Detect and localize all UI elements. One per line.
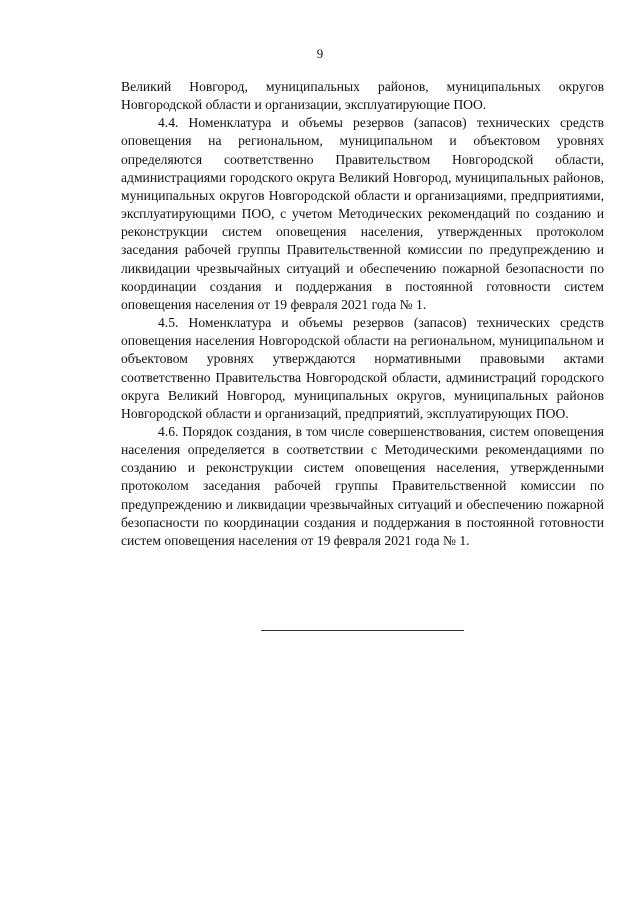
paragraph-4-5: 4.5. Номенклатура и объемы резервов (запасов) технических средств оповещения населения Новгородской области на региональном, муниципальном и объектовом уровнях утверждаются нормативными правовыми актами соответственно Правительства Новгородской области, администраций городского округа Великий Новгород, муниципальных округов, муниципальных районов Новгородской области и организаций, предприятий, эксплуатирующих ПОО. bbox=[121, 315, 604, 421]
document-body bbox=[121, 78, 604, 550]
paragraph-continuation: Великий Новгород, муниципальных районов, муниципальных округов Новгородской области и организации, эксплуатирующие ПОО. bbox=[121, 79, 604, 113]
end-separator-line bbox=[261, 630, 464, 631]
page-number: 9 bbox=[316, 46, 324, 61]
paragraph-4-6: 4.6. Порядок создания, в том числе совершенствования, систем оповещения населения определяется в соответствии с Методическими рекомендациями по созданию и реконструкции систем оповещения населения, утвержденными протоколом заседания рабочей группы Правительственной комиссии по предупреждению и ликвидации чрезвычайных ситуаций и обеспечению пожарной безопасности по координации создания и поддержания в постоянной готовности систем оповещения населения от 19 февраля 2021 года № 1. bbox=[121, 423, 604, 548]
paragraph-4-4: 4.4. Номенклатура и объемы резервов (запасов) технических средств оповещения на региональном, муниципальном и объектовом уровнях определяются соответственно Правительством Новгородской области, администрациями городского округа Великий Новгород, муниципальных районов, муниципальных округов Новгородской области и организациями, предприятиями, эксплуатирующими ПОО, с учетом Методических рекомендаций по созданию и реконструкции систем оповещения населения, утвержденных протоколом заседания рабочей группы Правительственной комиссии по предупреждению и ликвидации чрезвычайных ситуаций и обеспечению пожарной безопасности по координации создания и поддержания в постоянной готовности систем оповещения населения от 19 февраля 2021 года № 1. bbox=[121, 115, 604, 312]
